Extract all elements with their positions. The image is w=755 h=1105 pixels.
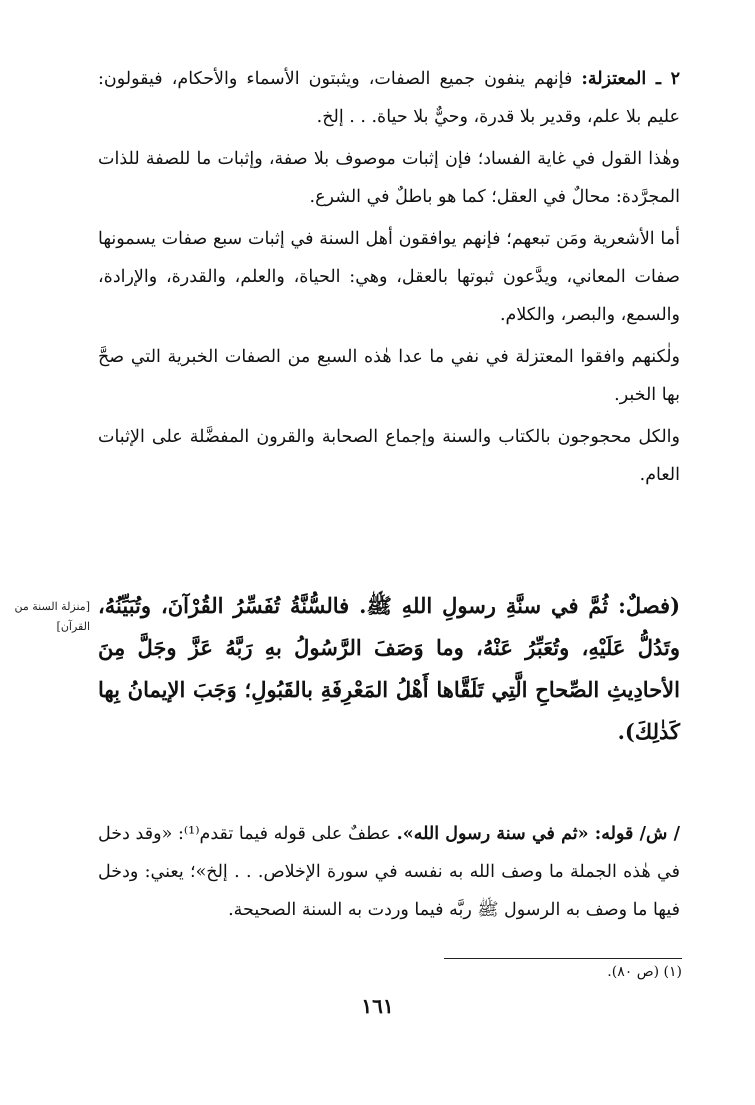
commentary-text: عطفٌ على قوله فيما تقدم⁽¹⁾: «وقد دخل في هٰذه الجملة ما وصف الله به نفسه في سورة الإخلاص. . . إلخ»؛ يعني: ودخل فيها ما وصف به الرسول ﷺ ربَّه فيما وردت به السنة الصحيحة. — [98, 824, 680, 920]
commentary-block — [98, 815, 680, 929]
paragraph-text: والكل محجوجون بالكتاب والسنة وإجماع الصحابة والقرون المفضَّلة على الإثبات العام. — [98, 427, 680, 485]
paragraph-text: أما الأشعرية ومَن تبعهم؛ فإنهم يوافقون أهل السنة في إثبات سبع صفات يسمونها صفات المعاني، ويدَّعون ثبوتها بالعقل، وهي: الحياة، والعلم، والقدرة، والإرادة، والسمع، والبصر، والكلام. — [98, 229, 680, 325]
margin-note: [منزلة السنة من القرآن] — [14, 600, 90, 633]
matn-chapter-text: (فصلٌ: ثُمَّ في سنَّةِ رسولِ اللهِ ﷺ. فالسُّنَّةُ تُفَسِّرُ القُرْآنَ، وتُبَيِّنُهُ، وتَدُلُّ عَلَيْهِ، وتُعَبِّرُ عَنْهُ، وما وَصَفَ الرَّسُولُ بهِ رَبَّهُ عَزَّ وجَلَّ مِنَ الأحادِيثِ الصِّحاحِ الَّتِي تَلَقَّاها أَهْلُ المَعْرِفَةِ بالقَبُولِ؛ وَجَبَ الإيمانُ بِها كَذٰلِكَ). — [98, 593, 680, 744]
paragraph-lead: ٢ ـ المعتزلة: — [581, 69, 680, 89]
commentary-lead: / ش/ قوله: «ثم في سنة رسول الله». — [396, 824, 680, 844]
footnote-divider — [444, 958, 682, 959]
page-number: ١٦١ — [361, 994, 394, 1018]
body-text-top — [98, 60, 680, 494]
paragraph-text: وهٰذا القول في غاية الفساد؛ فإن إثبات موصوف بلا صفة، وإثبات ما للصفة للذات المجرَّدة: محالٌ في العقل؛ كما هو باطلٌ في الشرع. — [98, 149, 680, 207]
paragraph-text: ولٰكنهم وافقوا المعتزلة في نفي ما عدا هٰذه السبع من الصفات الخبرية التي صحَّ بها الخبر. — [98, 347, 680, 405]
commentary-paragraph — [98, 815, 680, 929]
paragraph-ashariyya — [98, 220, 680, 334]
paragraph-agreement — [98, 338, 680, 414]
paragraph-conclusion — [98, 418, 680, 494]
paragraph-refutation — [98, 140, 680, 216]
footnote: (١) (ص ٨٠). — [607, 964, 682, 980]
paragraph-mutazila — [98, 60, 680, 136]
paragraph-text: فإنهم ينفون جميع الصفات، ويثبتون الأسماء والأحكام، فيقولون: عليم بلا علم، وقدير بلا قدرة، وحيٌّ بلا حياة. . . إلخ. — [98, 69, 680, 127]
